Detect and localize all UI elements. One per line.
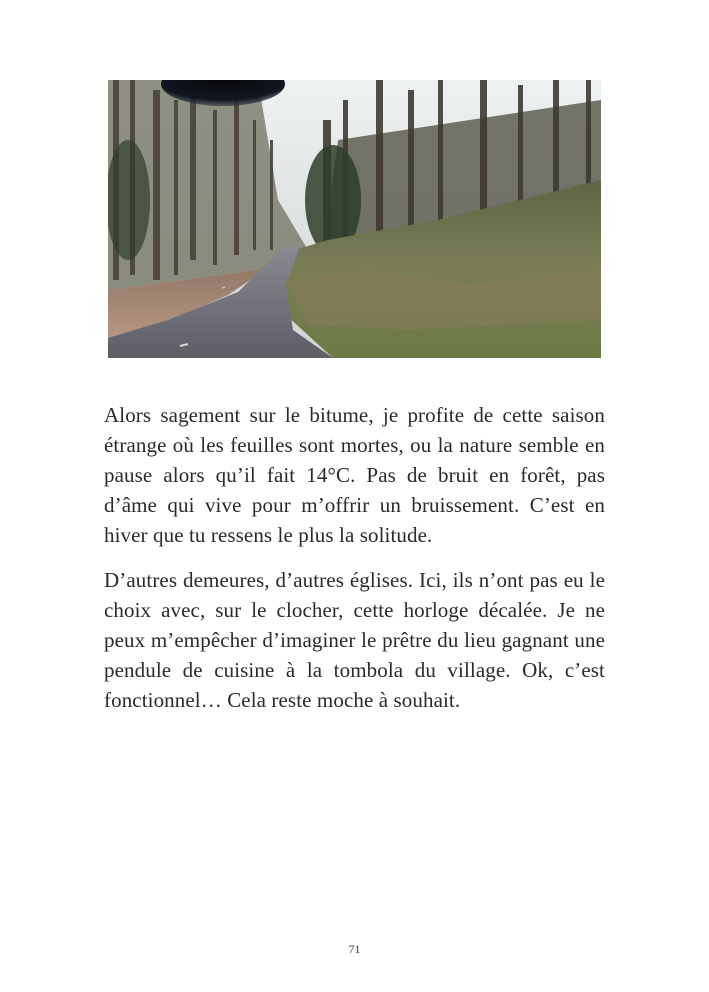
body-text (104, 400, 605, 730)
paragraph-1: Alors sagement sur le bitume, je profite de cette saison étrange où les feuilles sont mortes, ou la nature semble en pause alors qu’il fait 14°C. Pas de bruit en forêt, pas d’âme qui vive pour m’offrir un bruissement. C’est en hiver que tu ressens le plus la solitude. (104, 403, 605, 547)
paragraph-2: D’autres demeures, d’autres églises. Ici, ils n’ont pas eu le choix avec, sur le clocher, cette horloge décalée. Je ne peux m’empêcher d’imaginer le prêtre du lieu gagnant une pendule de cuisine à la tombola du village. Ok, c’est fonctionnel… Cela reste moche à souhait. (104, 568, 605, 712)
forest-road-image (108, 80, 601, 358)
page-number: 71 (348, 942, 361, 956)
forest-road-photo (108, 80, 601, 358)
